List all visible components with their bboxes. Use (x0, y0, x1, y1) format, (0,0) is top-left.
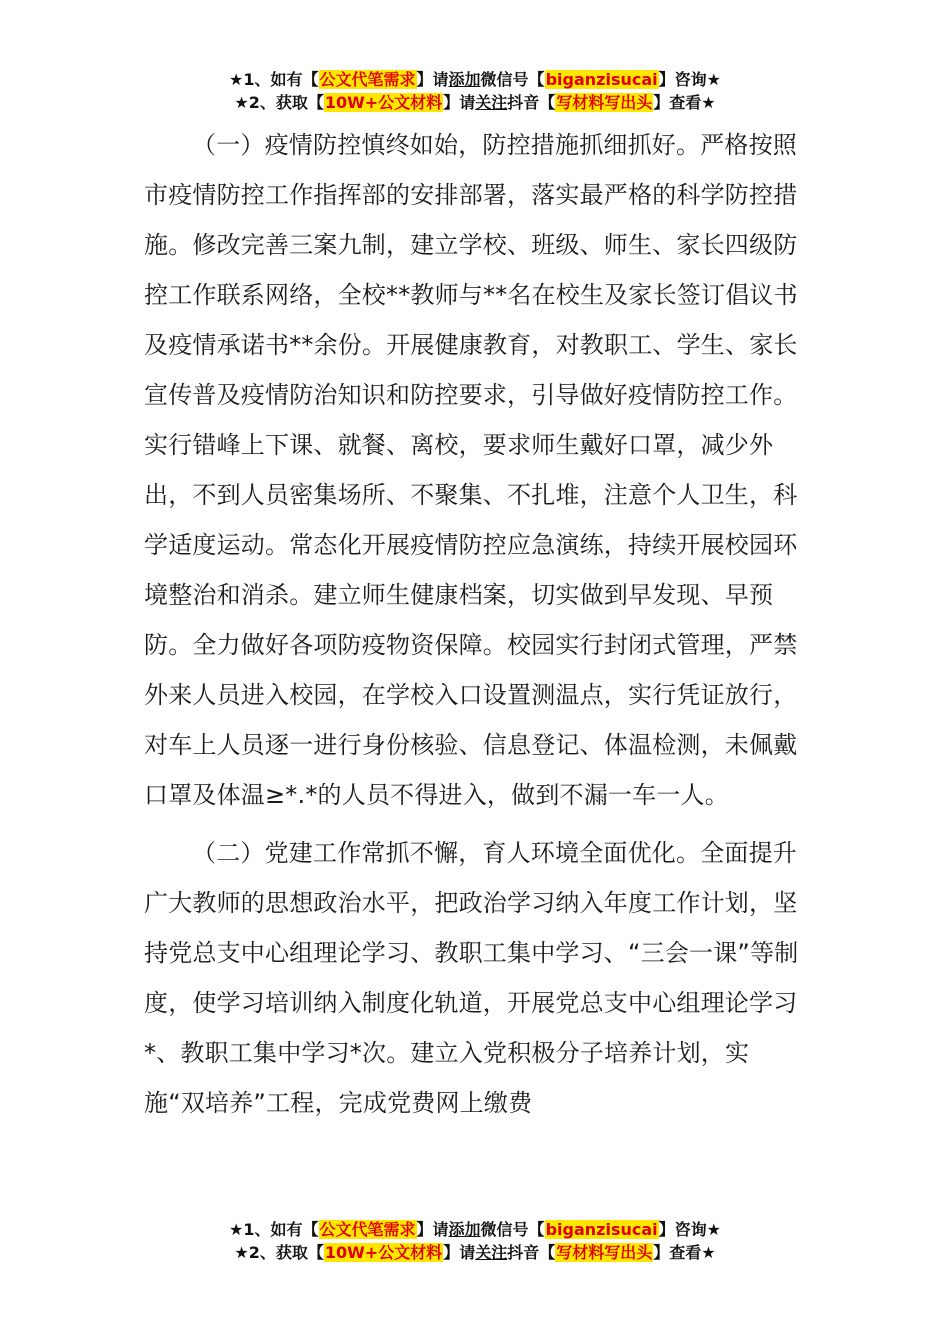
promo-underline: 关注 (475, 93, 508, 112)
promo-text: 】查看★ (653, 93, 716, 112)
promo-highlight: 10W+公文材料 (324, 1243, 443, 1262)
promo-text: 微信号【 (480, 70, 545, 89)
promo-text: 微信号【 (480, 1220, 545, 1239)
bottom-promo-banner (0, 1218, 950, 1264)
promo-highlight: 10W+公文材料 (324, 93, 443, 112)
document-body (144, 120, 804, 1128)
promo-line-1 (0, 1218, 950, 1241)
promo-text: 】请 (443, 1243, 476, 1262)
promo-underline: 添加 (448, 70, 481, 89)
top-promo-banner (0, 68, 950, 114)
promo-highlight: 公文代笔需求 (319, 1220, 416, 1239)
promo-line-2 (0, 91, 950, 114)
promo-highlight: biganzisucai (545, 1220, 658, 1239)
promo-line-1 (0, 68, 950, 91)
promo-text: 】请 (416, 70, 449, 89)
promo-text: 】咨询★ (658, 1220, 721, 1239)
promo-highlight: 公文代笔需求 (319, 70, 416, 89)
promo-text: 】请 (443, 93, 476, 112)
promo-highlight: biganzisucai (545, 70, 658, 89)
paragraph: （二）党建工作常抓不懈，育人环境全面优化。全面提升广大教师的思想政治水平，把政治学习纳入年度工作计划，坚持党总支中心组理论学习、教职工集中学习、“三会一课”等制度，使学习培训纳入制度化轨道，开展党总支中心组理论学习*、教职工集中学习*次。建立入党积极分子培养计划，实施“双培养”工程，完成党费网上缴费 (144, 839, 799, 1117)
promo-text: ★1、如有【 (229, 70, 319, 89)
promo-text: 抖音【 (507, 1243, 556, 1262)
promo-text: ★1、如有【 (229, 1220, 319, 1239)
promo-highlight: 写材料写出头 (556, 1243, 653, 1262)
promo-line-2 (0, 1241, 950, 1264)
paragraph: （一）疫情防控慎终如始，防控措施抓细抓好。严格按照市疫情防控工作指挥部的安排部署，落实最严格的科学防控措施。修改完善三案九制，建立学校、班级、师生、家长四级防控工作联系网络，全校**教师与**名在校生及家长签订倡议书及疫情承诺书**余份。开展健康教育，对教职工、学生、家长宣传普及疫情防治知识和防控要求，引导做好疫情防控工作。实行错峰上下课、就餐、离校，要求师生戴好口罩，减少外出，不到人员密集场所、不聚集、不扎堆，注意个人卫生，科学适度运动。常态化开展疫情防控应急演练，持续开展校园环境整治和消杀。建立师生健康档案，切实做到早发现、早预防。全力做好各项防疫物资保障。校园实行封闭式管理，严禁外来人员进入校园，在学校入口设置测温点，实行凭证放行，对车上人员逐一进行身份核验、信息登记、体温检测，未佩戴口罩及体温≥*.*的人员不得进入，做到不漏一车一人。 (144, 131, 798, 809)
promo-underline: 关注 (475, 1243, 508, 1262)
promo-text: 抖音【 (507, 93, 556, 112)
promo-text: ★2、获取【 (234, 1243, 324, 1262)
promo-text: 】咨询★ (658, 70, 721, 89)
promo-text: 】请 (416, 1220, 449, 1239)
promo-highlight: 写材料写出头 (556, 93, 653, 112)
promo-text: 】查看★ (653, 1243, 716, 1262)
promo-underline: 添加 (448, 1220, 481, 1239)
promo-text: ★2、获取【 (234, 93, 324, 112)
